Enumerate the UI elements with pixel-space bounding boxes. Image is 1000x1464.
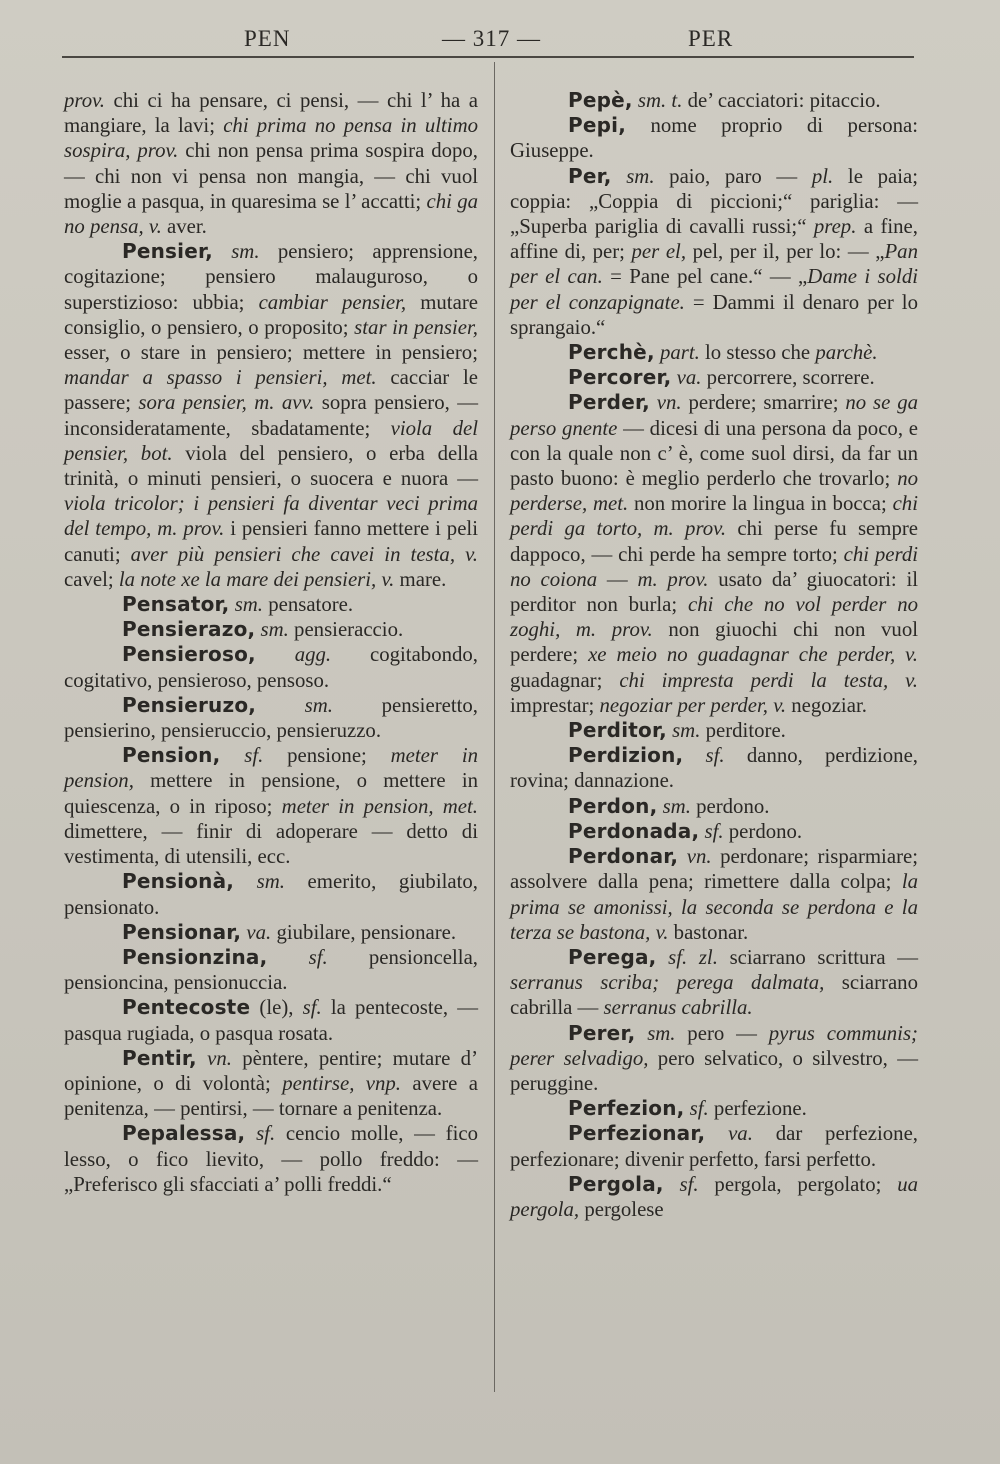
italic-text: m. prov. (637, 567, 709, 591)
definition-text: mettere in pensione, o mettere in quiescenza, o in riposo; (64, 769, 478, 818)
italic-text: aver più pensieri che cavei in testa, v. (130, 542, 478, 566)
definition-text: = Pane pel cane.“ — „ (602, 265, 808, 289)
italic-text: vn. (207, 1046, 232, 1070)
definition-text: emerito, giubilato, pensionato. (64, 870, 478, 919)
definition-text: pensioncella, pensioncina, pensionuccia. (64, 945, 478, 995)
italic-text: prov. (64, 89, 106, 112)
dictionary-entry (64, 592, 478, 617)
right-column (510, 88, 918, 1222)
definition-text: dar perfezione, perfezionare; divenir perfetto, farsi perfetto. (510, 1122, 919, 1171)
dictionary-entry (64, 920, 478, 945)
italic-text: no perderse, met. (510, 467, 918, 516)
headword: Pepalessa, (122, 1121, 246, 1146)
italic-text: sf. (689, 1097, 709, 1121)
italic-text: Pan per el can. (510, 240, 918, 289)
dictionary-entry (64, 995, 478, 1045)
headword: Pentir, (122, 1045, 197, 1070)
italic-text: sm. (260, 618, 289, 642)
dictionary-entry (510, 365, 918, 390)
italic-text: serranus cabrilla. (603, 996, 753, 1020)
definition-text: cogitabondo, cogitativo, pensieroso, pensoso. (64, 643, 478, 692)
italic-text: sm. (304, 693, 333, 717)
definition-text: nome proprio di persona: Giuseppe. (510, 114, 918, 163)
italic-text: va. (246, 920, 272, 944)
definition-text: (le), (250, 996, 303, 1020)
definition-text: guadagnar; (510, 668, 620, 692)
definition-text: pensiero; apprensione, cogitazione; pensiero malauguroso, o superstizioso: ubbia; (64, 240, 479, 314)
italic-text: sm. (626, 164, 655, 188)
definition-text: usato da’ giuocatori: il perditor non burla; (510, 567, 918, 617)
definition-text: perdonare; risparmiare; assolvere dalla pena; rimettere dalla colpa; (510, 845, 918, 894)
definition-text: perdono. (690, 794, 770, 818)
italic-text: prep. (813, 215, 857, 239)
definition-text: a fine, affine di, per; (510, 215, 918, 264)
definition-text: aver. (161, 215, 207, 239)
header-right-guideword: PER (688, 26, 734, 51)
definition-text (650, 391, 657, 414)
dictionary-entry (64, 617, 478, 642)
definition-text: negoziar. (786, 693, 867, 717)
italic-text: vn. (686, 845, 712, 869)
italic-text: la prima se amonissi, la seconda se perdona e la terza se bastona, v. (510, 870, 918, 944)
page-number: — 317 — (442, 26, 541, 51)
italic-text: chi perdi no coiona (510, 542, 918, 591)
headword: Pepi, (568, 113, 626, 138)
definition-text: pensieretto, pensierino, pensieruccio, pensieruzzo. (64, 693, 479, 743)
italic-text: xe meio no guadagnar che perder, v. (588, 643, 918, 667)
italic-text: cambiar pensier, (258, 290, 407, 314)
headword: Pensier, (122, 239, 213, 264)
left-column (64, 88, 478, 1197)
definition-text (234, 870, 257, 893)
italic-text: sf. (302, 996, 322, 1020)
italic-text: sf. (244, 744, 264, 768)
header-left-guideword: PEN (244, 26, 291, 51)
definition-text: avere a penitenza, — pentirsi, — tornare a penitenza. (64, 1071, 478, 1121)
italic-text: Dame i soldi per el conzapignate. (510, 265, 918, 314)
dictionary-entry (64, 642, 478, 692)
italic-text: sm. (231, 240, 260, 264)
dictionary-entry (510, 164, 918, 340)
headword: Perder, (568, 390, 650, 415)
headword: Pensieroso, (122, 642, 256, 667)
definition-text (220, 744, 244, 767)
italic-text: sm. (256, 870, 285, 894)
headword: Perchè, (568, 340, 655, 365)
definition-text: lo stesso che (699, 341, 816, 365)
definition-text (245, 1122, 256, 1145)
dictionary-entry (510, 1021, 918, 1097)
italic-text: star in pensier, (354, 315, 478, 339)
italic-text: sf. (705, 744, 725, 768)
dictionary-entry (510, 340, 918, 365)
italic-text: chi prima no pensa in ultimo sospira, prov. (64, 114, 478, 163)
definition-text: mutare consiglio, o pensiero, o proposito; (64, 290, 478, 339)
headword: Perdizion, (568, 743, 684, 768)
definition-text: viola del pensiero, o erba della trinità, o minuti pensieri, o suocera e nuora — (64, 441, 478, 491)
definition-text: pergola, pergolato; (698, 1172, 898, 1196)
definition-text: perditore. (700, 719, 786, 743)
definition-text: de’ cacciatori: pitaccio. (682, 89, 881, 112)
italic-text: pentirse, vnp. (282, 1071, 401, 1095)
dictionary-entry (510, 1121, 918, 1171)
headword: Per, (568, 163, 612, 188)
dictionary-entry (510, 819, 918, 844)
headword: Pensieruzo, (122, 692, 257, 717)
dictionary-entry (510, 113, 918, 163)
definition-text: chi ci ha pensare, ci pensi, — chi l’ ha a mangiare, la lavi; (64, 89, 478, 138)
headword: Percorer, (568, 365, 672, 390)
definition-text: perdono. (723, 819, 803, 843)
definition-text (678, 845, 687, 868)
headword: Pensator, (122, 592, 230, 617)
definition-text: giubilare, pensionare. (271, 920, 457, 944)
dictionary-entry (510, 1096, 918, 1121)
italic-text: negoziar per perder, v. (599, 693, 787, 717)
dictionary-entry (64, 869, 478, 919)
dictionary-entry (510, 88, 918, 113)
italic-text: sf. (308, 945, 328, 969)
italic-text: meter in pension, met. (281, 794, 478, 818)
headword: Pension, (122, 743, 221, 768)
definition-text: mare. (394, 567, 447, 591)
definition-text: pergolese (579, 1197, 664, 1221)
definition-text: pèntere, pentire; mutare d’ opinione, o di volontà; (64, 1046, 478, 1095)
dictionary-entry (510, 1172, 918, 1222)
italic-text: parchè. (815, 341, 878, 365)
definition-text: dimettere, — finir di adoperare — detto di vestimenta, di utensili, ecc. (64, 819, 478, 869)
definition-text: pensieraccio. (288, 618, 404, 642)
italic-text: ua pergola, (510, 1172, 918, 1221)
definition-text: chi non pensa prima sospira dopo, — chi non vi pensa non mangia, — chi vuol moglie a pasqua, in quaresima se l’ accatti; (64, 139, 479, 213)
definition-text: paio, paro — (654, 164, 812, 188)
dictionary-entry (64, 945, 478, 995)
definition-text (612, 165, 627, 188)
definition-text (635, 1022, 647, 1045)
italic-text: sora pensier, m. avv. (138, 391, 315, 415)
italic-text: no se ga perso gnente (510, 391, 918, 440)
italic-text: chi perdi ga torto, m. prov. (510, 492, 918, 541)
definition-text: non morire la lingua in bocca; (628, 492, 893, 516)
column-divider (494, 62, 495, 1392)
definition-text: sciarrano cabrilla — (510, 971, 918, 1020)
headword: Perdonada, (568, 818, 700, 843)
definition-text: pensione; (263, 744, 391, 768)
dictionary-entry (64, 693, 478, 743)
italic-text: sm. t. (637, 89, 683, 112)
italic-text: vn. (656, 391, 682, 415)
italic-text: agg. (294, 643, 332, 667)
italic-text: chi che no vol perder no zoghi, m. prov. (510, 593, 918, 642)
header-rule (62, 56, 914, 58)
headword: Pepè, (568, 88, 633, 112)
definition-text: danno, perdizione, rovina; dannazione. (510, 744, 919, 793)
dictionary-entry (64, 239, 478, 592)
italic-text: per el, (631, 240, 687, 264)
italic-text: meter in pension, (64, 744, 479, 793)
headword: Perdonar, (568, 844, 679, 869)
dictionary-entry (510, 844, 918, 945)
italic-text: sm. (662, 794, 691, 818)
italic-text: viola del pensier, bot. (64, 416, 478, 465)
italic-text: sm. (672, 719, 701, 743)
definition-text: esser, o stare in pensiero; mettere in pensiero; (64, 341, 478, 365)
italic-text: sm. (647, 1021, 676, 1045)
headword: Pentecoste (122, 995, 251, 1020)
dictionary-entry (510, 390, 918, 718)
entry-continuation (64, 88, 478, 239)
definition-text (267, 946, 308, 969)
dictionary-entry (64, 743, 478, 869)
definition-text (683, 744, 705, 767)
definition-text (705, 1122, 728, 1145)
definition-text: — dicesi di una persona da poco, e con la quale non c’ è, come suol dirsi, da far un pasto buono: è meglio perderlo che trovarlo; (510, 416, 918, 491)
italic-text: sf. (679, 1172, 699, 1196)
headword: Pensionà, (122, 869, 235, 894)
definition-text: — (597, 567, 638, 591)
definition-text: cavel; (64, 567, 119, 591)
definition-text (664, 1173, 680, 1196)
definition-text: pensatore. (263, 593, 354, 617)
dictionary-entry (510, 945, 918, 1021)
italic-text: pl. (811, 164, 834, 188)
definition-text (256, 643, 295, 666)
definition-text (256, 694, 305, 717)
definition-text: cacciar le passere; (64, 366, 479, 415)
definition-text: le paia; coppia: „Coppia di piccioni;“ pariglia: — „Superba pariglia di cavalli russi;“ (510, 164, 918, 239)
italic-text: serranus scriba; perega dalmata, (510, 971, 825, 995)
definition-text: chi perse fu sempre dappoco, — chi perde ha sempre torto; (510, 517, 918, 566)
definition-text: bastonar. (668, 920, 749, 944)
dictionary-entry (64, 1121, 478, 1197)
definition-text: cencio molle, — fico lesso, o fico lievito, — pollo freddo: — „Preferisco gli sfacciati a’ polli freddi.“ (64, 1122, 478, 1196)
running-header (60, 26, 916, 58)
headword: Pensierazo, (122, 617, 256, 642)
headword: Perfezionar, (568, 1121, 706, 1146)
italic-text: part. (659, 341, 700, 365)
italic-text: la note xe la mare dei pensieri, v. (118, 567, 395, 591)
definition-text: i pensieri fanno mettere i peli canuti; (64, 517, 478, 566)
headword: Pensionzina, (122, 944, 268, 969)
definition-text: non giuochi chi non vuol perdere; (510, 618, 918, 667)
definition-text: percorrere, scorrere. (701, 366, 875, 390)
headword: Perdon, (568, 793, 658, 818)
dictionary-entry (510, 743, 918, 793)
headword: Perditor, (568, 718, 667, 743)
definition-text: = Dammi il denaro per lo sprangaio.“ (510, 290, 918, 339)
dictionary-entry (64, 1046, 478, 1122)
headword: Perer, (568, 1020, 636, 1045)
italic-text: sm. (234, 593, 263, 617)
italic-text: chi impresta perdi la testa, v. (619, 668, 918, 692)
italic-text: sf. zl. (668, 945, 718, 969)
italic-text: viola tricolor; i pensieri fa diventar veci prima del tempo, m. prov. (64, 492, 478, 541)
definition-text (197, 1047, 207, 1070)
headword: Pensionar, (122, 919, 242, 944)
definition-text: perfezione. (708, 1097, 807, 1121)
italic-text: va. (676, 366, 702, 390)
headword: Pergola, (568, 1171, 664, 1196)
definition-text: sopra pensiero, — inconsideratamente, sbadatamente; (64, 391, 479, 440)
italic-text: sf. (704, 819, 724, 843)
headword: Perfezion, (568, 1096, 685, 1121)
headword: Perega, (568, 944, 657, 969)
definition-text: perdere; smarrire; (681, 391, 846, 415)
definition-text (213, 240, 231, 263)
definition-text: pel, per il, per lo: — „ (686, 240, 885, 264)
definition-text: pero — (675, 1021, 769, 1045)
definition-text: la pentecoste, — pasqua rugiada, o pasqua rosata. (64, 996, 478, 1045)
dictionary-entry (510, 718, 918, 743)
definition-text (656, 946, 668, 969)
italic-text: chi ga no pensa, v. (64, 189, 478, 239)
definition-text: pero selvatico, o silvestro, — peruggine. (510, 1046, 918, 1095)
definition-text: sciarrano scrittura — (717, 945, 919, 969)
italic-text: pyrus communis; perer selvadigo, (510, 1021, 918, 1070)
italic-text: mandar a spasso i pensieri, met. (64, 366, 377, 390)
dictionary-entry (510, 794, 918, 819)
definition-text: imprestar; (510, 693, 600, 717)
italic-text: sf. (256, 1122, 276, 1146)
italic-text: va. (728, 1122, 753, 1146)
